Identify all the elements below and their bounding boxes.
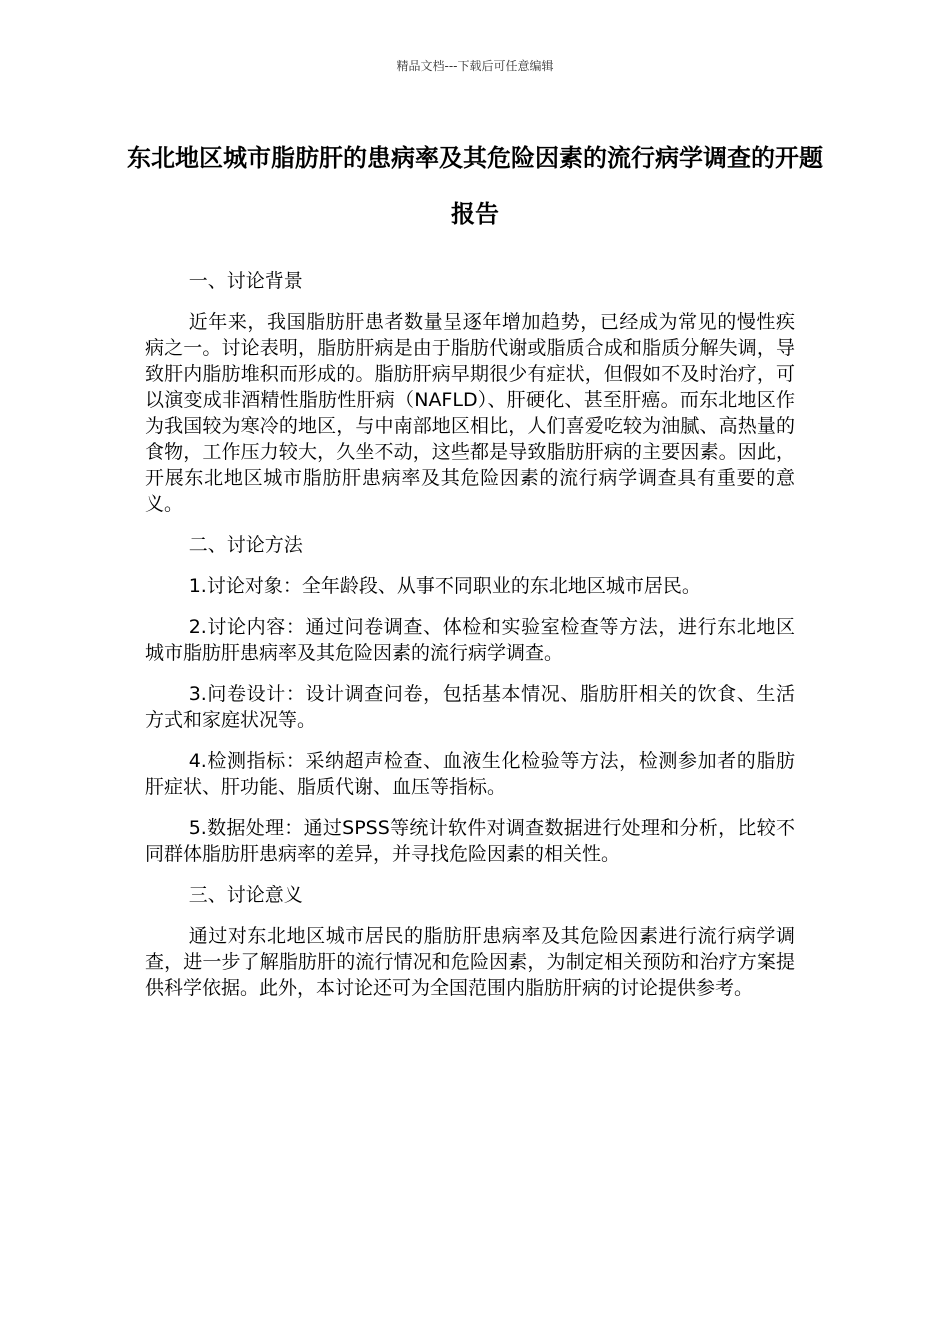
significance-paragraph: 通过对东北地区城市居民的脂肪肝患病率及其危险因素进行流行病学调查，进一步了解脂肪肝的流行情况和危险因素，为制定相关预防和治疗方案提供科学依据。此外，本讨论还可为全国范围内脂肪肝病的讨论提供参考。 [145,925,795,999]
methods-subjects-paragraph: 1.讨论对象：全年龄段、从事不同职业的东北地区城市居民。 [188,575,701,597]
methods-content-paragraph: 2.讨论内容：通过问卷调查、体检和实验室检查等方法，进行东北地区城市脂肪肝患病率及其危险因素的流行病学调查。 [145,616,795,664]
document-body [145,268,795,1016]
methods-indicators-paragraph: 4.检测指标：采纳超声检查、血液生化检验等方法，检测参加者的脂肪肝症状、肝功能、脂质代谢、血压等指标。 [145,750,795,798]
section-heading-methods: 二、讨论方法 [188,534,303,556]
section-heading-background: 一、讨论背景 [188,270,303,292]
methods-questionnaire-paragraph: 3.问卷设计：设计调查问卷，包括基本情况、脂肪肝相关的饮食、生活方式和家庭状况等。 [145,683,795,731]
header-note: 精品文档---下载后可任意编辑 [396,59,554,73]
document-title: 东北地区城市脂肪肝的患病率及其危险因素的流行病学调查的开题报告 [127,144,823,228]
methods-data-processing-paragraph: 5.数据处理：通过SPSS等统计软件对调查数据进行处理和分析，比较不同群体脂肪肝患病率的差异，并寻找危险因素的相关性。 [145,817,795,865]
background-paragraph: 近年来，我国脂肪肝患者数量呈逐年增加趋势，已经成为常见的慢性疾病之一。讨论表明，脂肪肝病是由于脂肪代谢或脂质合成和脂质分解失调，导致肝内脂肪堆积而形成的。脂肪肝病早期很少有症状，但假如不及时治疗，可以演变成非酒精性脂肪性肝病（NAFLD）、肝硬化、甚至肝癌。而东北地区作为我国较为寒冷的地区，与中南部地区相比，人们喜爱吃较为油腻、高热量的食物，工作压力较大，久坐不动，这些都是导致脂肪肝病的主要因素。因此，开展东北地区城市脂肪肝患病率及其危险因素的流行病学调查具有重要的意义。 [145,311,795,515]
section-heading-significance: 三、讨论意义 [188,884,303,906]
